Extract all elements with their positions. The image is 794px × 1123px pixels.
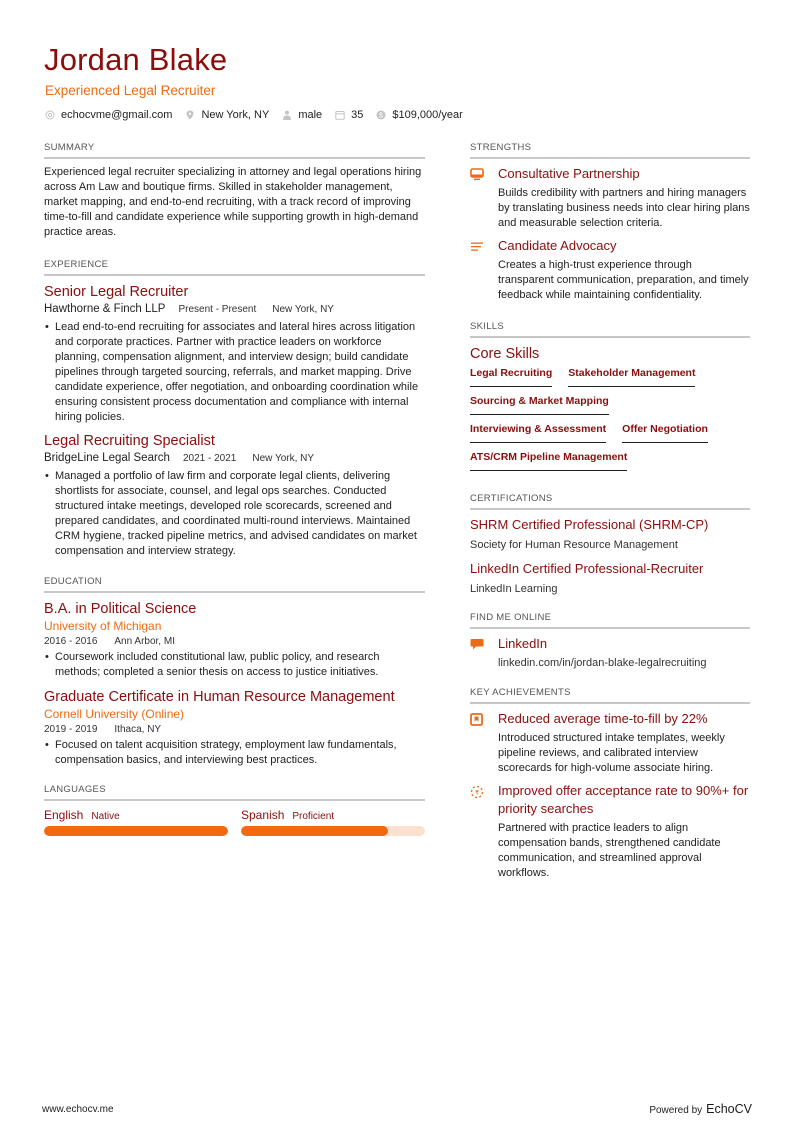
dashed-circle-icon — [470, 785, 484, 799]
achievement-desc: Introduced structured intake templates, weekly pipeline reviews, and calibrated interview scorecards for high-volume associate hiring. — [498, 732, 725, 774]
chat-bubble-icon — [470, 638, 484, 651]
job-bullet: • Managed a portfolio of law firm and corporate legal clients, delivering shortlists for associate, counsel, and legal ops searches. Conducted structured intake meetings, developed role scorecards, screened and prepared candidates, and coordinated multi-round interviews. Maintained CRM hygiene, tracked pipeline metrics, and advised candidates on market compensation and interview strategy. — [44, 469, 425, 559]
education-section — [44, 576, 425, 768]
edu-bullets — [44, 650, 425, 680]
language-proficiency-bar — [241, 826, 425, 836]
language-name: English — [44, 808, 84, 822]
candidate-name: Jordan Blake — [44, 42, 228, 77]
section-title-education: EDUCATION — [44, 576, 425, 593]
job-location: New York, NY — [272, 304, 334, 315]
contact-age — [335, 109, 363, 121]
job-dates: 2021 - 2021 — [182, 453, 237, 464]
bookmark-icon — [470, 713, 483, 726]
achievement-desc: Partnered with practice leaders to align compensation bands, strengthened candidate communication, and streamlined approval workflows. — [498, 822, 721, 879]
section-title-summary: SUMMARY — [44, 142, 425, 159]
certification-item — [470, 560, 750, 597]
edu-meta — [44, 634, 425, 650]
certifications-section — [470, 493, 750, 597]
strength-desc: Creates a high-trust experience through transparent communication, preparation, and timely feedback while maintaining confidentiality. — [498, 259, 749, 301]
achievement-item — [470, 710, 750, 776]
location-pin-icon — [185, 110, 195, 120]
summary-text: Experienced legal recruiter specializing in attorney and legal operations hiring across Am Law and boutique firms. Skilled in stakeholder management, market mapping, and end-to-end recruiting, with a track record of improving time-to-fill and candidate experience while supporting growth in high-demand practice areas. — [44, 166, 422, 238]
job-bullets — [44, 469, 425, 559]
section-title-achievements: KEY ACHIEVEMENTS — [470, 687, 750, 704]
job-meta — [44, 451, 425, 466]
left-column — [44, 142, 425, 836]
section-title-certifications: CERTIFICATIONS — [470, 493, 750, 510]
strength-item — [470, 165, 750, 231]
at-icon — [45, 110, 55, 120]
edu-meta — [44, 722, 425, 738]
edu-school: Cornell University (Online) — [44, 707, 185, 721]
dollar-icon — [376, 110, 386, 120]
experience-item — [44, 431, 425, 559]
strength-title: Consultative Partnership — [498, 166, 640, 181]
edu-dates: 2016 - 2016 — [44, 636, 98, 647]
contact-location-value: New York, NY — [201, 109, 270, 121]
contact-salary — [376, 109, 462, 121]
contact-gender — [282, 109, 322, 121]
edu-location: Ann Arbor, MI — [114, 636, 175, 647]
job-title: Senior Legal Recruiter — [44, 284, 189, 300]
language-proficiency-bar — [44, 826, 228, 836]
edu-bullet: • Coursework included constitutional law, public policy, and research methods; completed a senior thesis on access to justice initiatives. — [44, 650, 425, 680]
language-list — [44, 807, 425, 836]
job-company: BridgeLine Legal Search — [44, 452, 170, 464]
contact-bar — [45, 109, 476, 121]
cert-org: LinkedIn Learning — [470, 583, 558, 595]
cert-name: SHRM Certified Professional (SHRM-CP) — [470, 517, 709, 532]
skill-tag: Offer Negotiation — [622, 422, 708, 443]
edu-school: University of Michigan — [44, 619, 162, 633]
section-title-skills: SKILLS — [470, 321, 750, 338]
find-me-online-section — [470, 612, 750, 671]
contact-salary-value: $109,000/year — [392, 109, 463, 121]
cert-name: LinkedIn Certified Professional-Recruiter — [470, 561, 704, 576]
section-title-experience: EXPERIENCE — [44, 259, 425, 276]
summary-section — [44, 142, 425, 240]
svg-text:$: $ — [379, 112, 384, 120]
right-column — [470, 142, 750, 887]
language-item — [241, 807, 425, 836]
language-proficiency-fill — [241, 826, 388, 836]
monitor-icon — [470, 168, 484, 181]
language-item — [44, 807, 228, 836]
person-icon — [282, 110, 292, 120]
job-bullets — [44, 320, 425, 425]
edu-bullet: • Focused on talent acquisition strategy, employment law fundamentals, compensation basics, and interviewing best practices. — [44, 738, 425, 768]
language-level: Native — [91, 811, 120, 822]
achievement-item — [470, 782, 750, 881]
contact-age-value: 35 — [351, 109, 364, 121]
edu-bullets — [44, 738, 425, 768]
section-title-strengths: STRENGTHS — [470, 142, 750, 159]
education-item — [44, 687, 425, 768]
job-bullet: • Lead end-to-end recruiting for associates and lateral hires across litigation and corporate practices. Partner with practice leaders on workforce planning, compensation alignment, and interview design; build candidate pipelines through targeted sourcing, referrals, and market mapping. Drive candidate experience, offer negotiation, and onboarding coordination while ensuring consistent process documentation and compliance with internal hiring policies. — [44, 320, 425, 425]
strength-desc: Builds credibility with partners and hiring managers by translating business needs into clear hiring plans and measurable selection criteria. — [498, 187, 750, 229]
achievements-section — [470, 687, 750, 881]
skills-group-title: Core Skills — [470, 346, 540, 362]
footer-powered-by — [649, 1102, 752, 1116]
edu-degree: B.A. in Political Science — [44, 601, 197, 617]
strengths-section — [470, 142, 750, 303]
certification-item — [470, 516, 750, 553]
education-item — [44, 599, 425, 680]
section-title-online: FIND ME ONLINE — [470, 612, 750, 629]
brand-link[interactable]: EchoCV — [706, 1102, 752, 1116]
experience-item — [44, 282, 425, 425]
experience-section — [44, 259, 425, 559]
skill-tag: ATS/CRM Pipeline Management — [470, 450, 627, 471]
skill-list — [470, 366, 750, 478]
job-title: Legal Recruiting Specialist — [44, 433, 215, 449]
edu-location: Ithaca, NY — [114, 724, 162, 735]
strength-title: Candidate Advocacy — [498, 238, 617, 253]
job-location: New York, NY — [252, 453, 315, 464]
language-level: Proficient — [292, 811, 335, 822]
calendar-icon — [335, 110, 345, 120]
language-proficiency-fill — [44, 826, 228, 836]
skill-tag: Stakeholder Management — [568, 366, 695, 387]
languages-section — [44, 784, 425, 836]
contact-email[interactable] — [45, 109, 172, 121]
contact-gender-value: male — [298, 109, 323, 121]
footer-website-link[interactable]: www.echocv.me — [42, 1104, 114, 1115]
online-profile-url[interactable]: linkedin.com/in/jordan-blake-legalrecruiting — [498, 657, 707, 669]
achievement-title: Reduced average time-to-fill by 22% — [498, 711, 708, 726]
online-profile-name: LinkedIn — [498, 636, 548, 651]
achievement-title: Improved offer acceptance rate to 90%+ for priority searches — [498, 783, 749, 816]
edu-dates: 2019 - 2019 — [44, 724, 98, 735]
section-title-languages: LANGUAGES — [44, 784, 425, 801]
contact-email-value: echocvme@gmail.com — [61, 109, 173, 121]
job-company: Hawthorne & Finch LLP — [44, 303, 166, 315]
skill-tag: Sourcing & Market Mapping — [470, 394, 609, 415]
job-meta — [44, 302, 425, 317]
skill-tag: Legal Recruiting — [470, 366, 552, 387]
strength-item — [470, 237, 750, 303]
edu-degree: Graduate Certificate in Human Resource Management — [44, 689, 395, 705]
powered-by-label: Powered by — [649, 1105, 703, 1116]
skill-tag: Interviewing & Assessment — [470, 422, 606, 443]
lines-icon — [470, 241, 484, 253]
cert-org: Society for Human Resource Management — [470, 539, 678, 551]
language-name: Spanish — [241, 808, 285, 822]
contact-location — [185, 109, 269, 121]
skills-section — [470, 321, 750, 478]
candidate-headline: Experienced Legal Recruiter — [45, 83, 216, 98]
job-dates: Present - Present — [178, 304, 257, 315]
online-profile-item[interactable] — [470, 635, 750, 671]
